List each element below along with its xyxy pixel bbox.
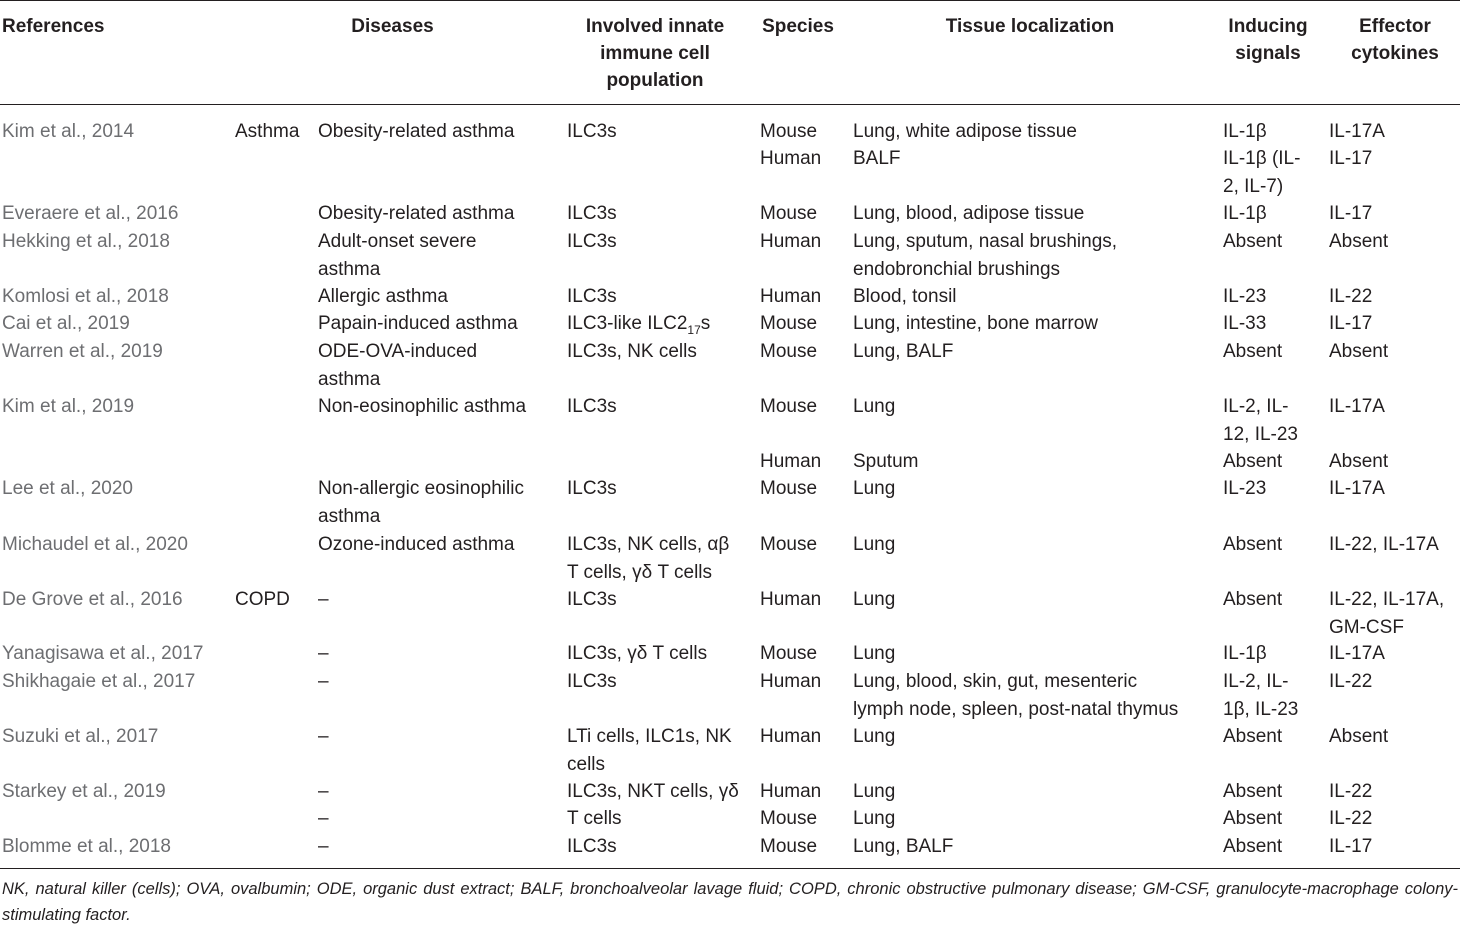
tissue-cell: Lung, blood, skin, gut, mesenteric <box>853 671 1138 692</box>
species-cell: Human <box>760 451 822 472</box>
tissue-cell: Lung, BALF <box>853 341 954 362</box>
reference-cell: Kim et al., 2014 <box>2 121 135 142</box>
tissue-cell: lymph node, spleen, post-natal thymus <box>853 698 1179 720</box>
tissue-cell: Lung <box>853 534 896 555</box>
disease-cell: – <box>318 671 329 692</box>
reference-cell: Cai et al., 2019 <box>2 313 130 334</box>
cell-population-cell: ILC3s <box>567 121 617 142</box>
reference-cell: Everaere et al., 2016 <box>2 203 179 224</box>
disease-cell: Obesity-related asthma <box>318 203 515 224</box>
table-footnote: NK, natural killer (cells); OVA, ovalbumin; ODE, organic dust extract; BALF, bronchoalveolar lavage fluid; COPD, chronic obstructive pulmonary disease; GM-CSF, granulocyte-macrophage colony-stimulating factor. <box>2 880 1458 924</box>
reference-cell: Lee et al., 2020 <box>2 478 133 499</box>
effector-cytokine-cell: IL-17A <box>1329 396 1385 417</box>
inducing-signal-cell: IL-1β <box>1223 203 1267 224</box>
cell-population-cell: ILC3s <box>567 836 617 857</box>
species-cell: Mouse <box>760 341 818 362</box>
inducing-signal-cell: Absent <box>1223 808 1283 829</box>
cell-population-cell: ILC3s <box>567 671 617 692</box>
cell-population-cell: ILC3s <box>567 286 617 307</box>
header-cell-population-line: population <box>606 70 704 91</box>
disease-cell: asthma <box>318 368 381 390</box>
tissue-cell: Lung <box>853 781 896 802</box>
reference-cell: De Grove et al., 2016 <box>2 589 183 610</box>
reference-cell: Michaudel et al., 2020 <box>2 534 188 555</box>
header-diseases: Diseases <box>351 16 434 37</box>
header-references: References <box>2 16 105 37</box>
effector-cytokine-cell: Absent <box>1329 341 1389 362</box>
reference-cell: Komlosi et al., 2018 <box>2 286 169 307</box>
disease-cell: asthma <box>318 258 381 280</box>
header-cell-population-line: immune cell <box>600 43 710 64</box>
disease-cell: ODE-OVA-induced <box>318 341 478 362</box>
tissue-cell: Blood, tonsil <box>853 286 957 307</box>
disease-group-cell: Asthma <box>235 121 300 142</box>
tissue-cell: Lung <box>853 726 896 747</box>
species-cell: Mouse <box>760 121 818 142</box>
effector-cytokine-cell: IL-17 <box>1329 313 1373 334</box>
header-effector-cytokines-line: Effector <box>1359 16 1431 37</box>
cell-population-cell <box>567 310 710 338</box>
species-cell: Human <box>760 148 822 169</box>
inducing-signal-cell: 2, IL-7) <box>1223 175 1284 197</box>
cell-population-cell: LTi cells, ILC1s, NK <box>567 726 732 747</box>
inducing-signal-cell: Absent <box>1223 781 1283 802</box>
tissue-cell: Lung <box>853 396 896 417</box>
inducing-signal-cell: Absent <box>1223 231 1283 252</box>
cell-population-cell: ILC3s <box>567 396 617 417</box>
cell-population-cell: ILC3s, NKT cells, γδ <box>567 781 739 802</box>
effector-cytokine-cell: IL-17A <box>1329 121 1385 142</box>
header-inducing-signals-line: signals <box>1235 43 1301 64</box>
disease-cell: – <box>318 808 329 829</box>
effector-cytokine-cell: IL-22 <box>1329 781 1373 802</box>
species-cell: Mouse <box>760 836 818 857</box>
inducing-signal-cell: IL-2, IL- <box>1223 396 1289 417</box>
tissue-cell: Lung <box>853 478 896 499</box>
cell-population-text: ILC3-like ILC2 <box>567 313 688 334</box>
header-inducing-signals-line: Inducing <box>1228 16 1308 37</box>
tissue-cell: Lung <box>853 589 896 610</box>
species-cell: Mouse <box>760 643 818 664</box>
reference-cell: Shikhagaie et al., 2017 <box>2 671 196 692</box>
cell-population-cell: T cells, γδ T cells <box>567 561 713 583</box>
disease-cell: Adult-onset severe <box>318 231 477 252</box>
species-cell: Mouse <box>760 478 818 499</box>
header-tissue: Tissue localization <box>945 16 1115 37</box>
disease-cell: asthma <box>318 505 381 527</box>
tissue-cell: BALF <box>853 148 901 169</box>
tissue-cell: Lung, BALF <box>853 836 954 857</box>
disease-cell: – <box>318 836 329 857</box>
tissue-cell: Lung <box>853 643 896 664</box>
disease-cell: – <box>318 781 329 802</box>
table-bottom-rule <box>0 868 1460 869</box>
inducing-signal-cell: Absent <box>1223 836 1283 857</box>
effector-cytokine-cell: GM-CSF <box>1329 616 1404 638</box>
tissue-cell: Sputum <box>853 451 919 472</box>
inducing-signal-cell: 1β, IL-23 <box>1223 698 1299 720</box>
effector-cytokine-cell: IL-17 <box>1329 836 1373 857</box>
species-cell: Mouse <box>760 534 818 555</box>
table-top-rule <box>0 0 1460 1</box>
disease-cell: – <box>318 589 329 610</box>
reference-cell: Starkey et al., 2019 <box>2 781 166 802</box>
effector-cytokine-cell: IL-17A <box>1329 643 1385 664</box>
inducing-signal-cell: Absent <box>1223 341 1283 362</box>
disease-cell: Obesity-related asthma <box>318 121 515 142</box>
reference-cell: Blomme et al., 2018 <box>2 836 171 857</box>
species-cell: Mouse <box>760 396 818 417</box>
inducing-signal-cell: IL-1β <box>1223 643 1267 664</box>
inducing-signal-cell: IL-23 <box>1223 478 1267 499</box>
disease-cell: – <box>318 726 329 747</box>
reference-cell: Suzuki et al., 2017 <box>2 726 159 747</box>
disease-cell: Allergic asthma <box>318 286 448 307</box>
species-cell: Human <box>760 589 822 610</box>
effector-cytokine-cell: IL-22 <box>1329 671 1373 692</box>
cell-population-cell: ILC3s, NK cells, αβ <box>567 534 730 555</box>
species-cell: Mouse <box>760 808 818 829</box>
species-cell: Human <box>760 286 822 307</box>
inducing-signal-cell: IL-23 <box>1223 286 1267 307</box>
species-cell: Human <box>760 671 822 692</box>
tissue-cell: Lung, blood, adipose tissue <box>853 203 1085 224</box>
cell-population-cell: cells <box>567 753 606 775</box>
disease-cell: Non-eosinophilic asthma <box>318 396 527 417</box>
effector-cytokine-cell: IL-22, IL-17A <box>1329 534 1439 555</box>
effector-cytokine-cell: IL-17 <box>1329 203 1373 224</box>
inducing-signal-cell: Absent <box>1223 451 1283 472</box>
effector-cytokine-cell: Absent <box>1329 726 1389 747</box>
reference-cell: Yanagisawa et al., 2017 <box>2 643 204 664</box>
effector-cytokine-cell: IL-22, IL-17A, <box>1329 589 1445 610</box>
inducing-signal-cell: IL-1β <box>1223 121 1267 142</box>
header-cell-population <box>560 13 750 94</box>
header-inducing-signals <box>1218 13 1318 67</box>
inducing-signal-cell: 12, IL-23 <box>1223 423 1298 445</box>
effector-cytokine-cell: IL-22 <box>1329 286 1373 307</box>
effector-cytokine-cell: Absent <box>1329 231 1389 252</box>
tissue-cell: endobronchial brushings <box>853 258 1061 280</box>
tissue-cell: Lung <box>853 808 896 829</box>
inducing-signal-cell: Absent <box>1223 534 1283 555</box>
disease-cell: – <box>318 643 329 664</box>
effector-cytokine-cell: IL-17A <box>1329 478 1385 499</box>
reference-cell: Warren et al., 2019 <box>2 341 163 362</box>
effector-cytokine-cell: Absent <box>1329 451 1389 472</box>
disease-cell: Non-allergic eosinophilic <box>318 478 524 499</box>
tissue-cell: Lung, sputum, nasal brushings, <box>853 231 1118 252</box>
species-cell: Mouse <box>760 203 818 224</box>
cell-population-cell: ILC3s <box>567 203 617 224</box>
header-effector-cytokines-line: cytokines <box>1351 43 1439 64</box>
cell-population-cell: ILC3s <box>567 589 617 610</box>
inducing-signal-cell: Absent <box>1223 589 1283 610</box>
disease-cell: Papain-induced asthma <box>318 313 518 334</box>
cell-population-cell: ILC3s, γδ T cells <box>567 643 708 664</box>
inducing-signal-cell: Absent <box>1223 726 1283 747</box>
header-bottom-rule <box>0 104 1460 105</box>
disease-cell: Ozone-induced asthma <box>318 534 515 555</box>
header-effector-cytokines <box>1340 13 1450 67</box>
effector-cytokine-cell: IL-22 <box>1329 808 1373 829</box>
cell-population-text: s <box>700 313 711 334</box>
cell-population-cell: ILC3s, NK cells <box>567 341 697 362</box>
cell-population-subscript: 17 <box>687 322 701 337</box>
inducing-signal-cell: IL-1β (IL- <box>1223 148 1301 169</box>
species-cell: Human <box>760 231 822 252</box>
tissue-cell: Lung, white adipose tissue <box>853 121 1077 142</box>
effector-cytokine-cell: IL-17 <box>1329 148 1373 169</box>
tissue-cell: Lung, intestine, bone marrow <box>853 313 1099 334</box>
cell-population-cell: ILC3s <box>567 231 617 252</box>
header-cell-population-line: Involved innate <box>585 16 725 37</box>
species-cell: Human <box>760 781 822 802</box>
reference-cell: Hekking et al., 2018 <box>2 231 170 252</box>
species-cell: Mouse <box>760 313 818 334</box>
cell-population-cell: T cells <box>567 808 622 829</box>
inducing-signal-cell: IL-2, IL- <box>1223 671 1289 692</box>
reference-cell: Kim et al., 2019 <box>2 396 135 417</box>
species-cell: Human <box>760 726 822 747</box>
header-species: Species <box>762 16 834 37</box>
cell-population-cell: ILC3s <box>567 478 617 499</box>
inducing-signal-cell: IL-33 <box>1223 313 1267 334</box>
disease-group-cell: COPD <box>235 589 290 610</box>
